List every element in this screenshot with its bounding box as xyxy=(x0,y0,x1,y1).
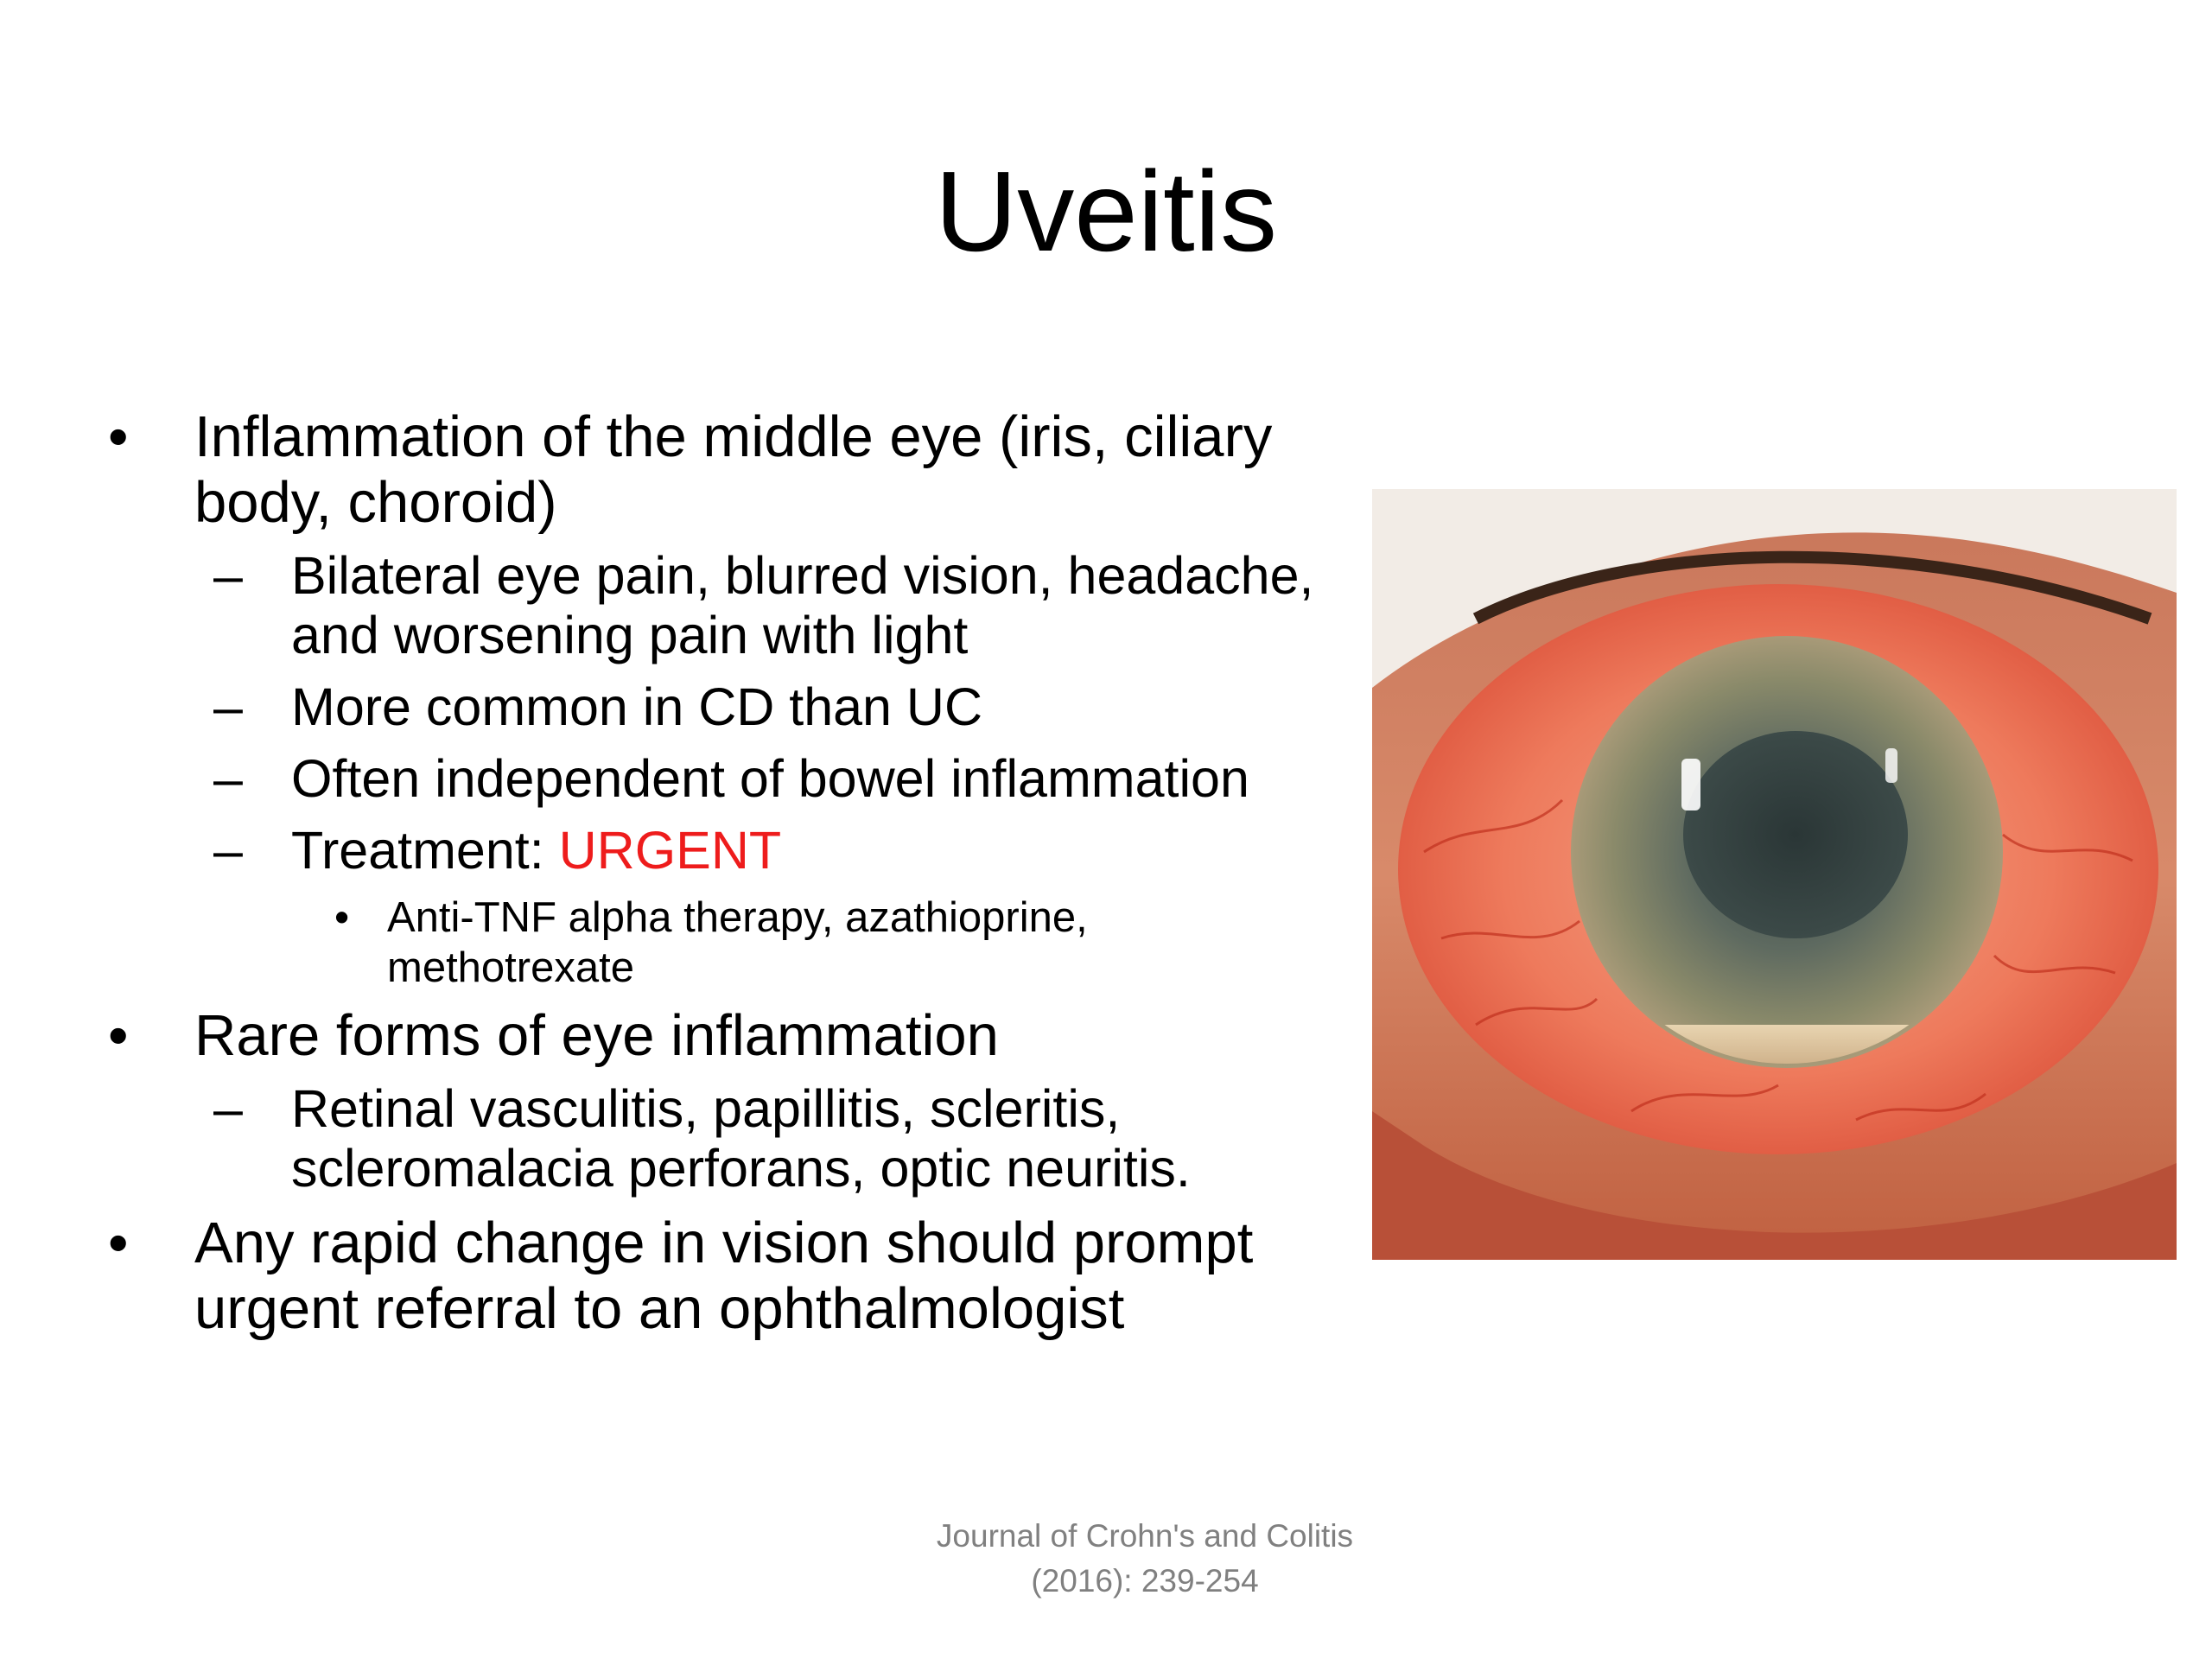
sub-bullet-text: Retinal vasculitis, papillitis, scleritis, scleromalacia perforans, optic neuritis. xyxy=(291,1079,1191,1198)
sub-bullet-symptoms xyxy=(108,546,1335,665)
sub-sub-bullet-text: Anti-TNF alpha therapy, azathioprine, methotrexate xyxy=(387,894,1088,991)
citation xyxy=(864,1514,1426,1604)
dash-marker: – xyxy=(213,677,243,736)
light-reflection-right xyxy=(1885,748,1897,783)
bullet-rare-forms xyxy=(108,1003,1335,1069)
bullet-middle-eye-inflammation xyxy=(108,404,1335,536)
treatment-label: Treatment: xyxy=(291,821,559,880)
uveitis-eye-photo xyxy=(1372,489,2177,1260)
dash-marker: – xyxy=(213,749,243,808)
urgent-highlight: URGENT xyxy=(558,821,782,880)
bullet-marker: • xyxy=(108,1211,129,1275)
bullet-text: Inflammation of the middle eye (iris, ciliary body, choroid) xyxy=(194,404,1273,535)
light-reflection-left xyxy=(1681,759,1700,810)
slide-body xyxy=(108,404,1335,1352)
sub-bullet-treatment xyxy=(108,821,1335,880)
sub-bullet-cd-vs-uc xyxy=(108,677,1335,737)
sub-bullet-text: Often independent of bowel inflammation xyxy=(291,749,1249,808)
sub-bullet-rare-list xyxy=(108,1079,1335,1198)
pupil xyxy=(1683,731,1908,938)
citation-journal: Journal of Crohn's and Colitis xyxy=(936,1518,1354,1554)
bullet-marker: • xyxy=(108,404,129,469)
slide-title: Uveitis xyxy=(934,148,1278,275)
citation-year-pages: (2016): 239-254 xyxy=(1031,1563,1259,1599)
dash-marker: – xyxy=(213,546,243,605)
dash-marker: – xyxy=(213,821,243,880)
bullet-marker: • xyxy=(334,894,350,941)
bullet-text: Any rapid change in vision should prompt urgent referral to an ophthalmologist xyxy=(194,1211,1254,1341)
sub-bullet-text: More common in CD than UC xyxy=(291,677,983,736)
sub-sub-bullet-therapies xyxy=(108,893,1335,993)
bullet-referral xyxy=(108,1211,1335,1342)
bullet-marker: • xyxy=(108,1003,129,1068)
sub-bullet-independent xyxy=(108,749,1335,809)
eye-illustration xyxy=(1372,489,2177,1260)
bullet-text: Rare forms of eye inflammation xyxy=(194,1003,999,1068)
sub-bullet-text: Bilateral eye pain, blurred vision, headache, and worsening pain with light xyxy=(291,546,1314,664)
dash-marker: – xyxy=(213,1079,243,1138)
